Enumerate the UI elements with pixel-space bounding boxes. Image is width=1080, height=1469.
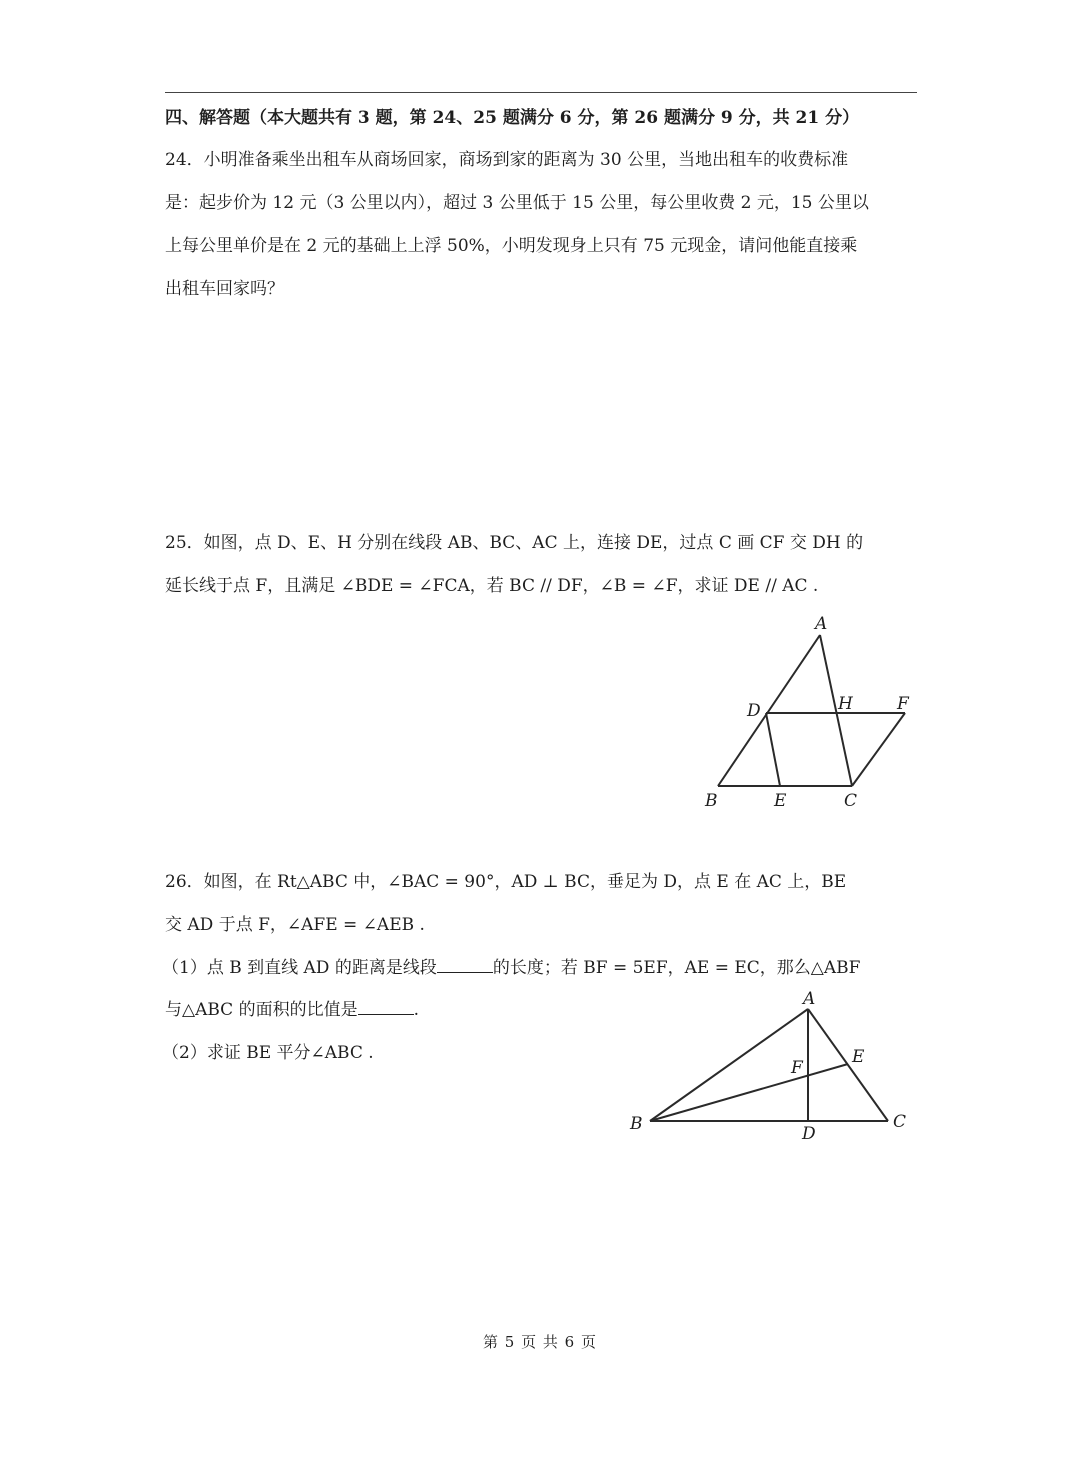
answer-blank-1[interactable] — [437, 956, 493, 973]
segment-de — [766, 713, 780, 786]
q26-part-1 — [162, 956, 860, 980]
label-c: C — [844, 791, 858, 811]
segment-be — [650, 1064, 848, 1121]
label-f: F — [791, 1058, 803, 1078]
segment-ab — [650, 1009, 808, 1121]
q24-line-4: 出租车回家吗？ — [165, 279, 284, 299]
q26-figure — [620, 985, 920, 1150]
label-c: C — [893, 1112, 907, 1132]
q26-part-2: （2）求证 BE 平分∠ABC . — [162, 1043, 374, 1063]
answer-blank-2[interactable] — [358, 998, 414, 1015]
q26-line-1: 26．如图，在 Rt△ABC 中，∠BAC = 90°，AD ⊥ BC，垂足为 D，点 E 在 AC 上，BE — [165, 872, 847, 892]
q26-part-1-text-d: . — [413, 1000, 419, 1020]
q26-line-2: 交 AD 于点 F，∠AFE = ∠AEB . — [165, 915, 425, 935]
label-h: H — [838, 694, 853, 714]
q26-part-1-text-a: （1）点 B 到直线 AD 的距离是线段 — [162, 958, 437, 978]
label-d: D — [747, 701, 761, 721]
label-e: E — [852, 1047, 865, 1067]
label-b: B — [630, 1114, 643, 1134]
label-d: D — [802, 1124, 816, 1144]
label-a: A — [815, 614, 828, 634]
segment-ab — [718, 635, 820, 786]
label-b: B — [705, 791, 718, 811]
segment-cf — [852, 713, 905, 786]
page-footer: 第 5 页 共 6 页 — [483, 1333, 597, 1351]
q25-line-2: 延长线于点 F，且满足 ∠BDE = ∠FCA，若 BC // DF，∠B = ∠F，求证 DE // AC . — [165, 576, 819, 596]
q25-figure — [700, 610, 920, 815]
section-header: 四、解答题（本大题共有 3 题，第 24、25 题满分 6 分，第 26 题满分 9 分，共 21 分） — [165, 108, 860, 128]
q26-part-1-text-c: 与△ABC 的面积的比值是 — [165, 1000, 358, 1020]
label-f: F — [897, 694, 909, 714]
q25-line-1: 25．如图，点 D、E、H 分别在线段 AB、BC、AC 上，连接 DE，过点 C 画 CF 交 DH 的 — [165, 533, 864, 553]
top-rule — [165, 92, 917, 93]
q26-part-1-text-b: 的长度；若 BF = 5EF，AE = EC，那么△ABF — [492, 958, 861, 978]
q24-line-3: 上每公里单价是在 2 元的基础上上浮 50%，小明发现身上只有 75 元现金，请问他能直接乘 — [165, 236, 858, 256]
q24-line-2: 是：起步价为 12 元（3 公里以内），超过 3 公里低于 15 公里，每公里收费 2 元，15 公里以 — [165, 193, 869, 213]
label-e: E — [774, 791, 787, 811]
q26-part-1-cont — [165, 998, 419, 1022]
q24-line-1: 24．小明准备乘坐出租车从商场回家，商场到家的距离为 30 公里，当地出租车的收费标准 — [165, 150, 849, 170]
label-a: A — [803, 989, 816, 1009]
